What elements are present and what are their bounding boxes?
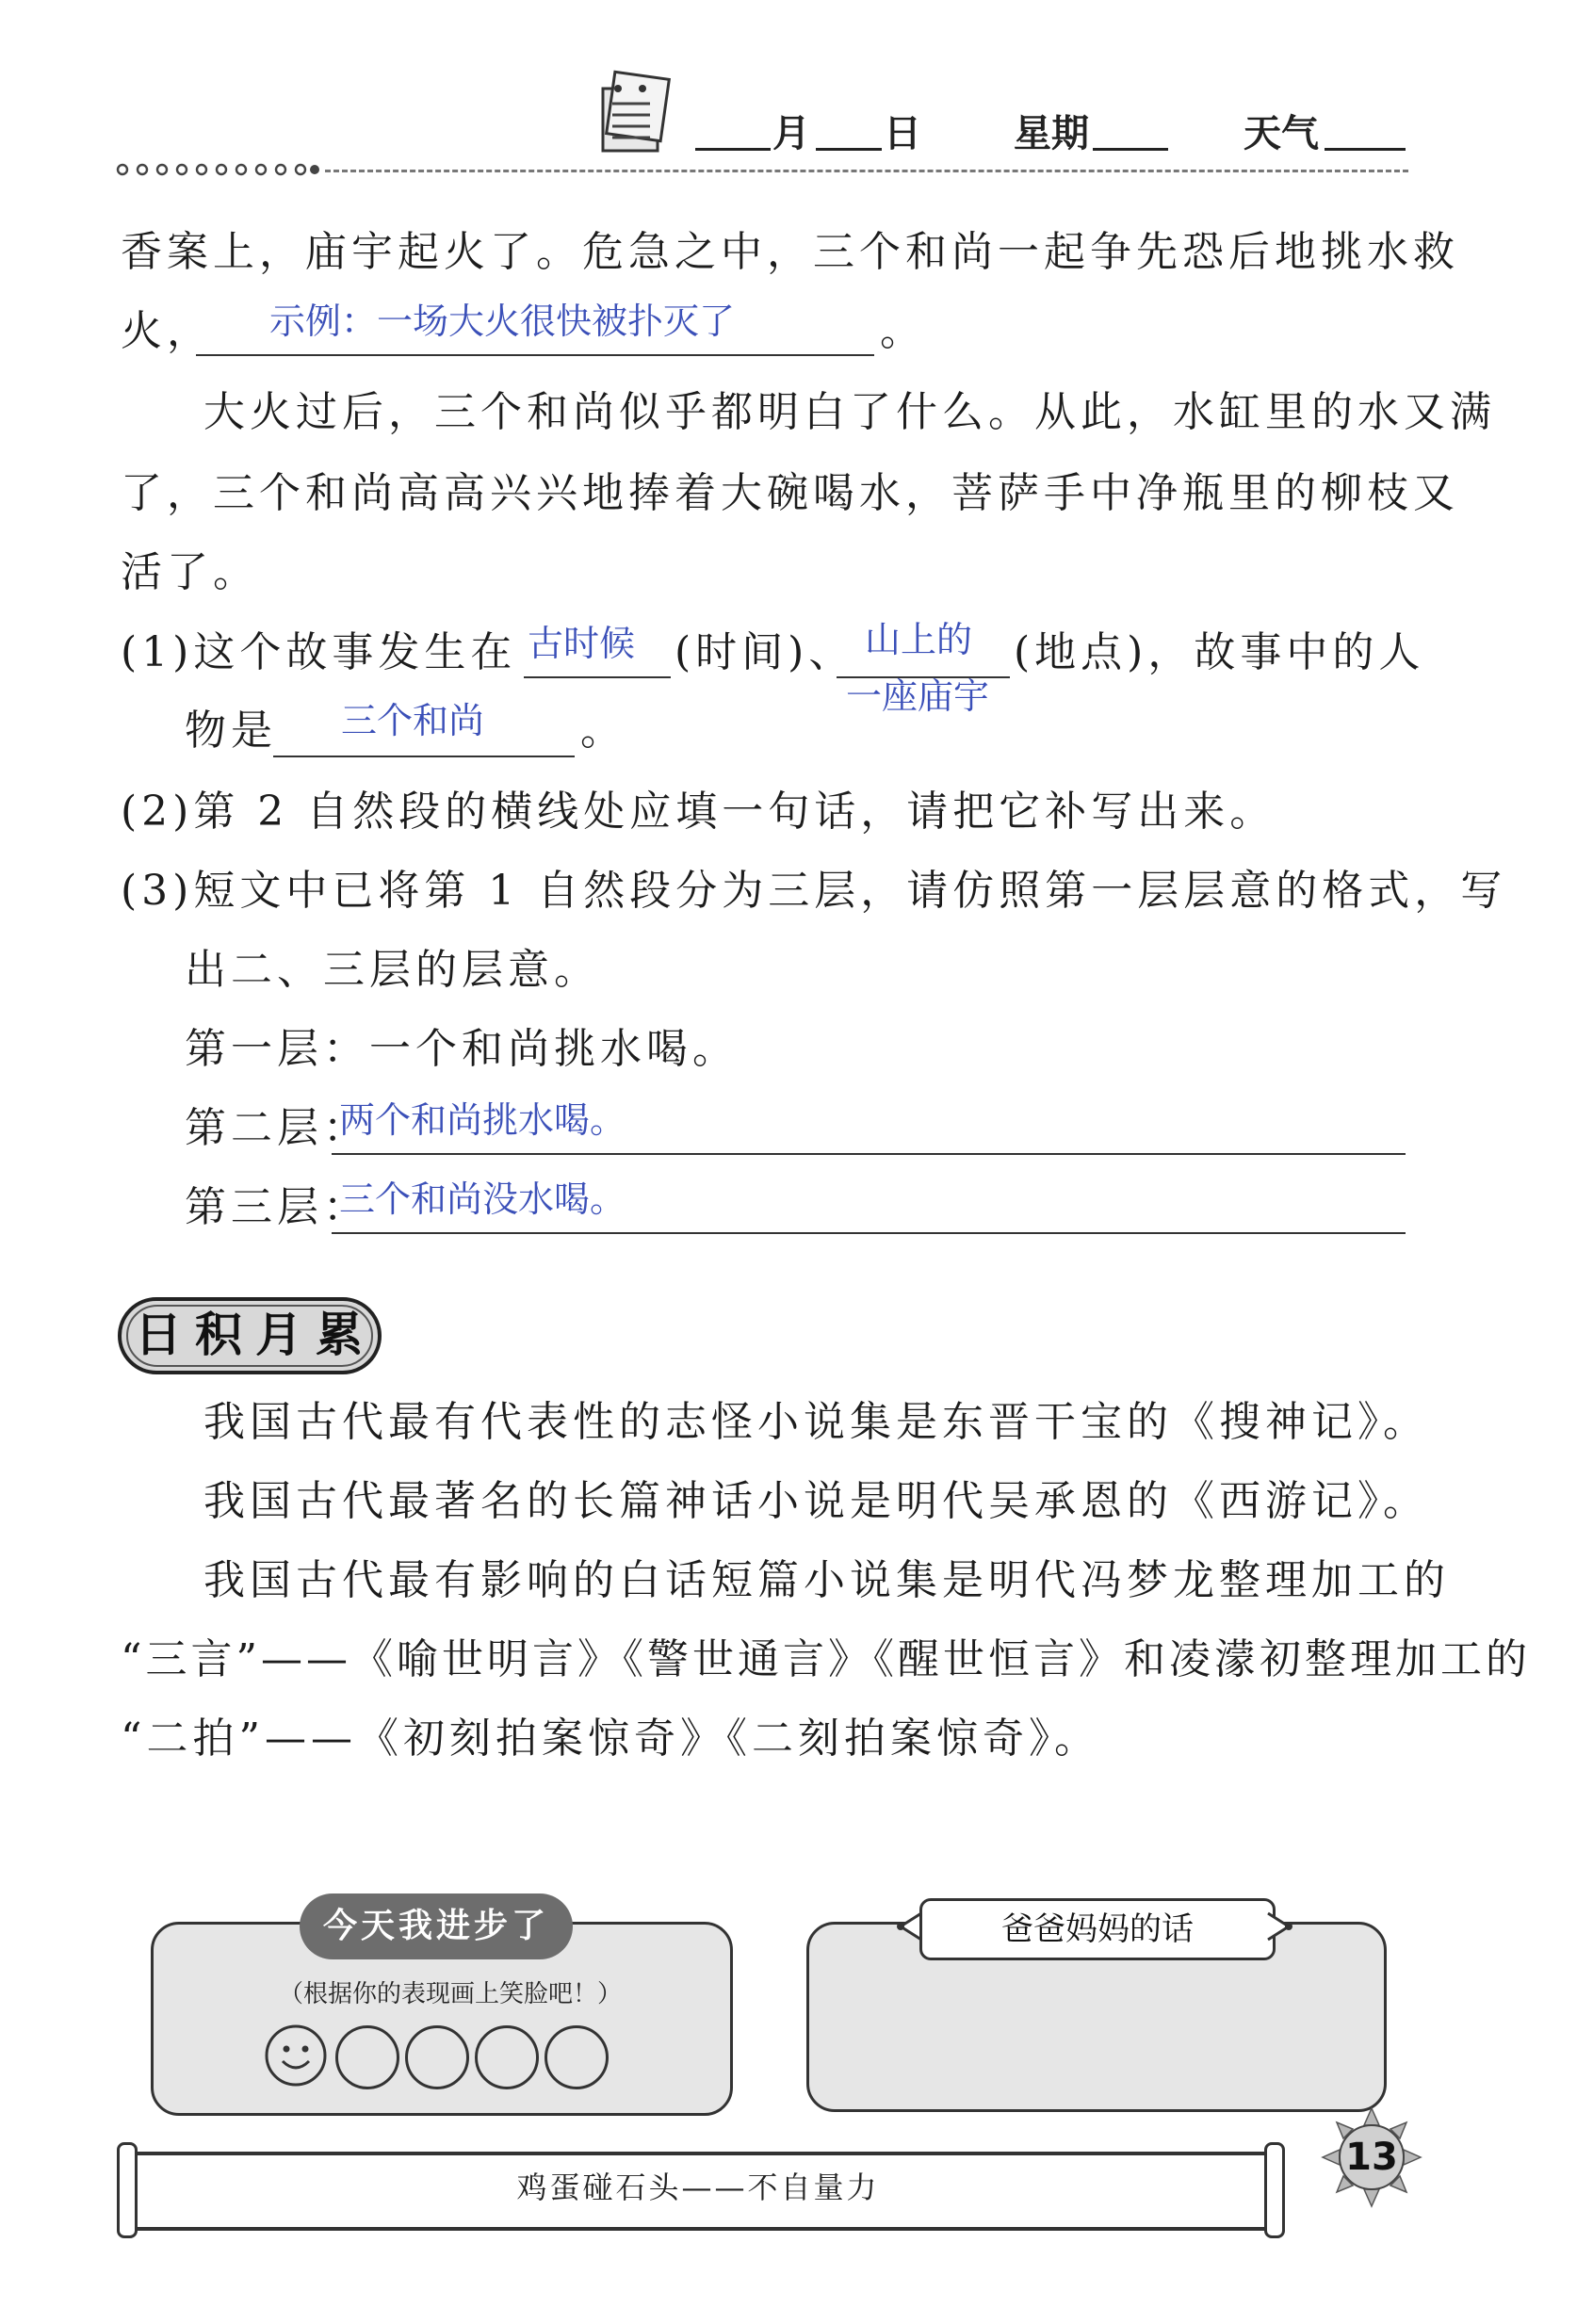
answer-blank-paragraph2[interactable] (196, 354, 874, 356)
answer-blank-layer2[interactable] (332, 1153, 1406, 1155)
empty-face-circle[interactable] (335, 2025, 399, 2089)
answer-blank-layer3[interactable] (332, 1232, 1406, 1234)
smiley-face-icon[interactable] (264, 2023, 328, 2088)
passage-line-suffix: 。 (880, 307, 926, 355)
progress-hint: （根据你的表现画上笑脸吧！） (278, 1980, 622, 2008)
footer-proverb: 鸡蛋碰石头——不自量力 (516, 2170, 880, 2205)
section-paragraph: “三言”——《喻世明言》《警世通言》《醒世恒言》和凌濛初整理加工的 (121, 1635, 1531, 1683)
header-dots-divider (115, 160, 320, 179)
passage-line: 活了。 (121, 548, 259, 596)
passage-line: 了，三个和尚高高兴兴地捧着大碗喝水，菩萨手中净瓶里的柳枝又 (121, 469, 1459, 517)
day-label: 日 (884, 112, 921, 155)
section-title-char: 积 (195, 1308, 242, 1362)
empty-face-circle[interactable] (405, 2025, 469, 2089)
weather-label: 天气 (1244, 112, 1319, 155)
section-title-char: 累 (316, 1308, 363, 1362)
answer-place-line1: 山上的 (865, 619, 973, 660)
section-title-char: 月 (255, 1308, 302, 1362)
section-paragraph: 我国古代最有代表性的志怪小说集是东晋干宝的《搜神记》。 (203, 1398, 1429, 1446)
weather-blank[interactable] (1325, 148, 1406, 151)
weekday-label: 星期 (1014, 112, 1089, 155)
layer-3-label: 第三层： (185, 1183, 369, 1231)
month-blank[interactable] (695, 148, 771, 151)
weekday-blank[interactable] (1093, 148, 1168, 151)
answer-place-line2: 一座庙宇 (846, 675, 990, 717)
section-title-char: 日 (135, 1308, 182, 1362)
calendar-icon (595, 62, 673, 156)
parents-label: 爸爸妈妈的话 (919, 1898, 1276, 1960)
empty-face-circle[interactable] (545, 2025, 609, 2089)
section-paragraph: “二拍”——《初刻拍案惊奇》《二刻拍案惊奇》。 (121, 1715, 1100, 1763)
question-1-text: (时间)、 (675, 628, 855, 676)
progress-label: 今天我进步了 (300, 1893, 573, 1959)
question-1-text: (地点)，故事中的人 (1014, 628, 1425, 676)
question-3-text: (3)短文中已将第 1 自然段分为三层，请仿照第一层层意的格式，写 (121, 867, 1507, 915)
answer-people: 三个和尚 (341, 700, 485, 741)
header-dashed-divider (325, 170, 1408, 172)
layer-1-text: 第一层：一个和尚挑水喝。 (185, 1025, 739, 1073)
day-blank[interactable] (816, 148, 882, 151)
passage-line: 香案上，庙宇起火了。危急之中，三个和尚一起争先恐后地挑水救 (121, 228, 1459, 276)
section-paragraph: 我国古代最有影响的白话短篇小说集是明代冯梦龙整理加工的 (203, 1556, 1450, 1604)
question-1-text: 。 (580, 707, 626, 755)
month-label: 月 (772, 112, 810, 155)
answer-time: 古时候 (528, 623, 636, 664)
section-title (117, 1296, 382, 1375)
section-paragraph: 我国古代最著名的长篇神话小说是明代吴承恩的《西游记》。 (203, 1477, 1429, 1525)
passage-line-prefix: 火， (121, 307, 213, 355)
answer-blank-time[interactable] (524, 676, 671, 678)
question-1-text: 物是 (185, 707, 277, 755)
empty-face-circle[interactable] (475, 2025, 539, 2089)
parents-label-arrow-right-icon (1266, 1910, 1294, 1942)
answer-blank-people[interactable] (273, 756, 575, 757)
question-1-text: (1)这个故事发生在 (121, 628, 517, 676)
page-number: 13 (1345, 2136, 1398, 2179)
layer-2-label: 第二层： (185, 1104, 369, 1152)
answer-paragraph2-sentence: 示例：一场大火很快被扑灭了 (269, 301, 736, 342)
question-2-text: (2)第 2 自然段的横线处应填一句话，请把它补写出来。 (121, 788, 1276, 836)
answer-layer3: 三个和尚没水喝。 (339, 1178, 626, 1220)
answer-layer2: 两个和尚挑水喝。 (339, 1099, 626, 1141)
passage-line: 大火过后，三个和尚似乎都明白了什么。从此，水缸里的水又满 (203, 388, 1496, 436)
question-3-text: 出二、三层的层意。 (185, 946, 600, 994)
